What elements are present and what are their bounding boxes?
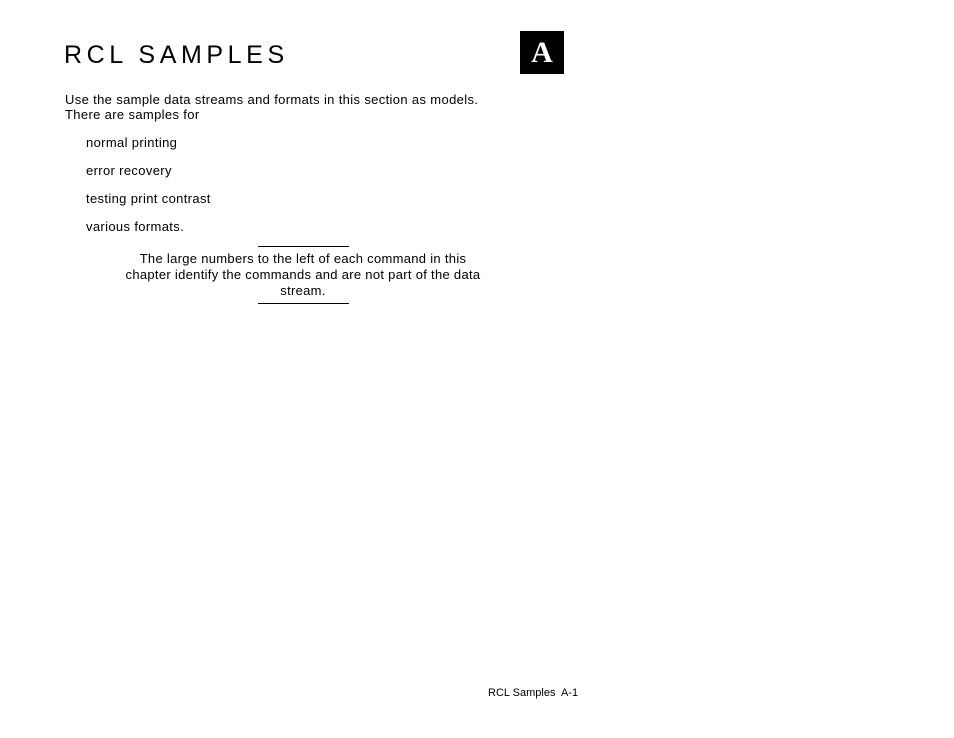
note-block — [120, 246, 486, 304]
list-item: normal printing — [86, 135, 178, 150]
chapter-tab: A — [520, 31, 564, 74]
page-title: RCL SAMPLES — [64, 41, 289, 69]
page-footer: RCL Samples A-1 — [488, 687, 579, 699]
note-text: The large numbers to the left of each command in this chapter identify the commands and are not part of the data stream. — [125, 251, 481, 298]
list-item: error recovery — [86, 163, 172, 178]
intro-paragraph: Use the sample data streams and formats in this section as models. There are samples for — [65, 92, 479, 122]
list-item: testing print contrast — [86, 191, 211, 206]
note-bottom-rule — [258, 303, 349, 304]
sample-list — [86, 135, 211, 247]
list-item: various formats. — [86, 219, 185, 234]
